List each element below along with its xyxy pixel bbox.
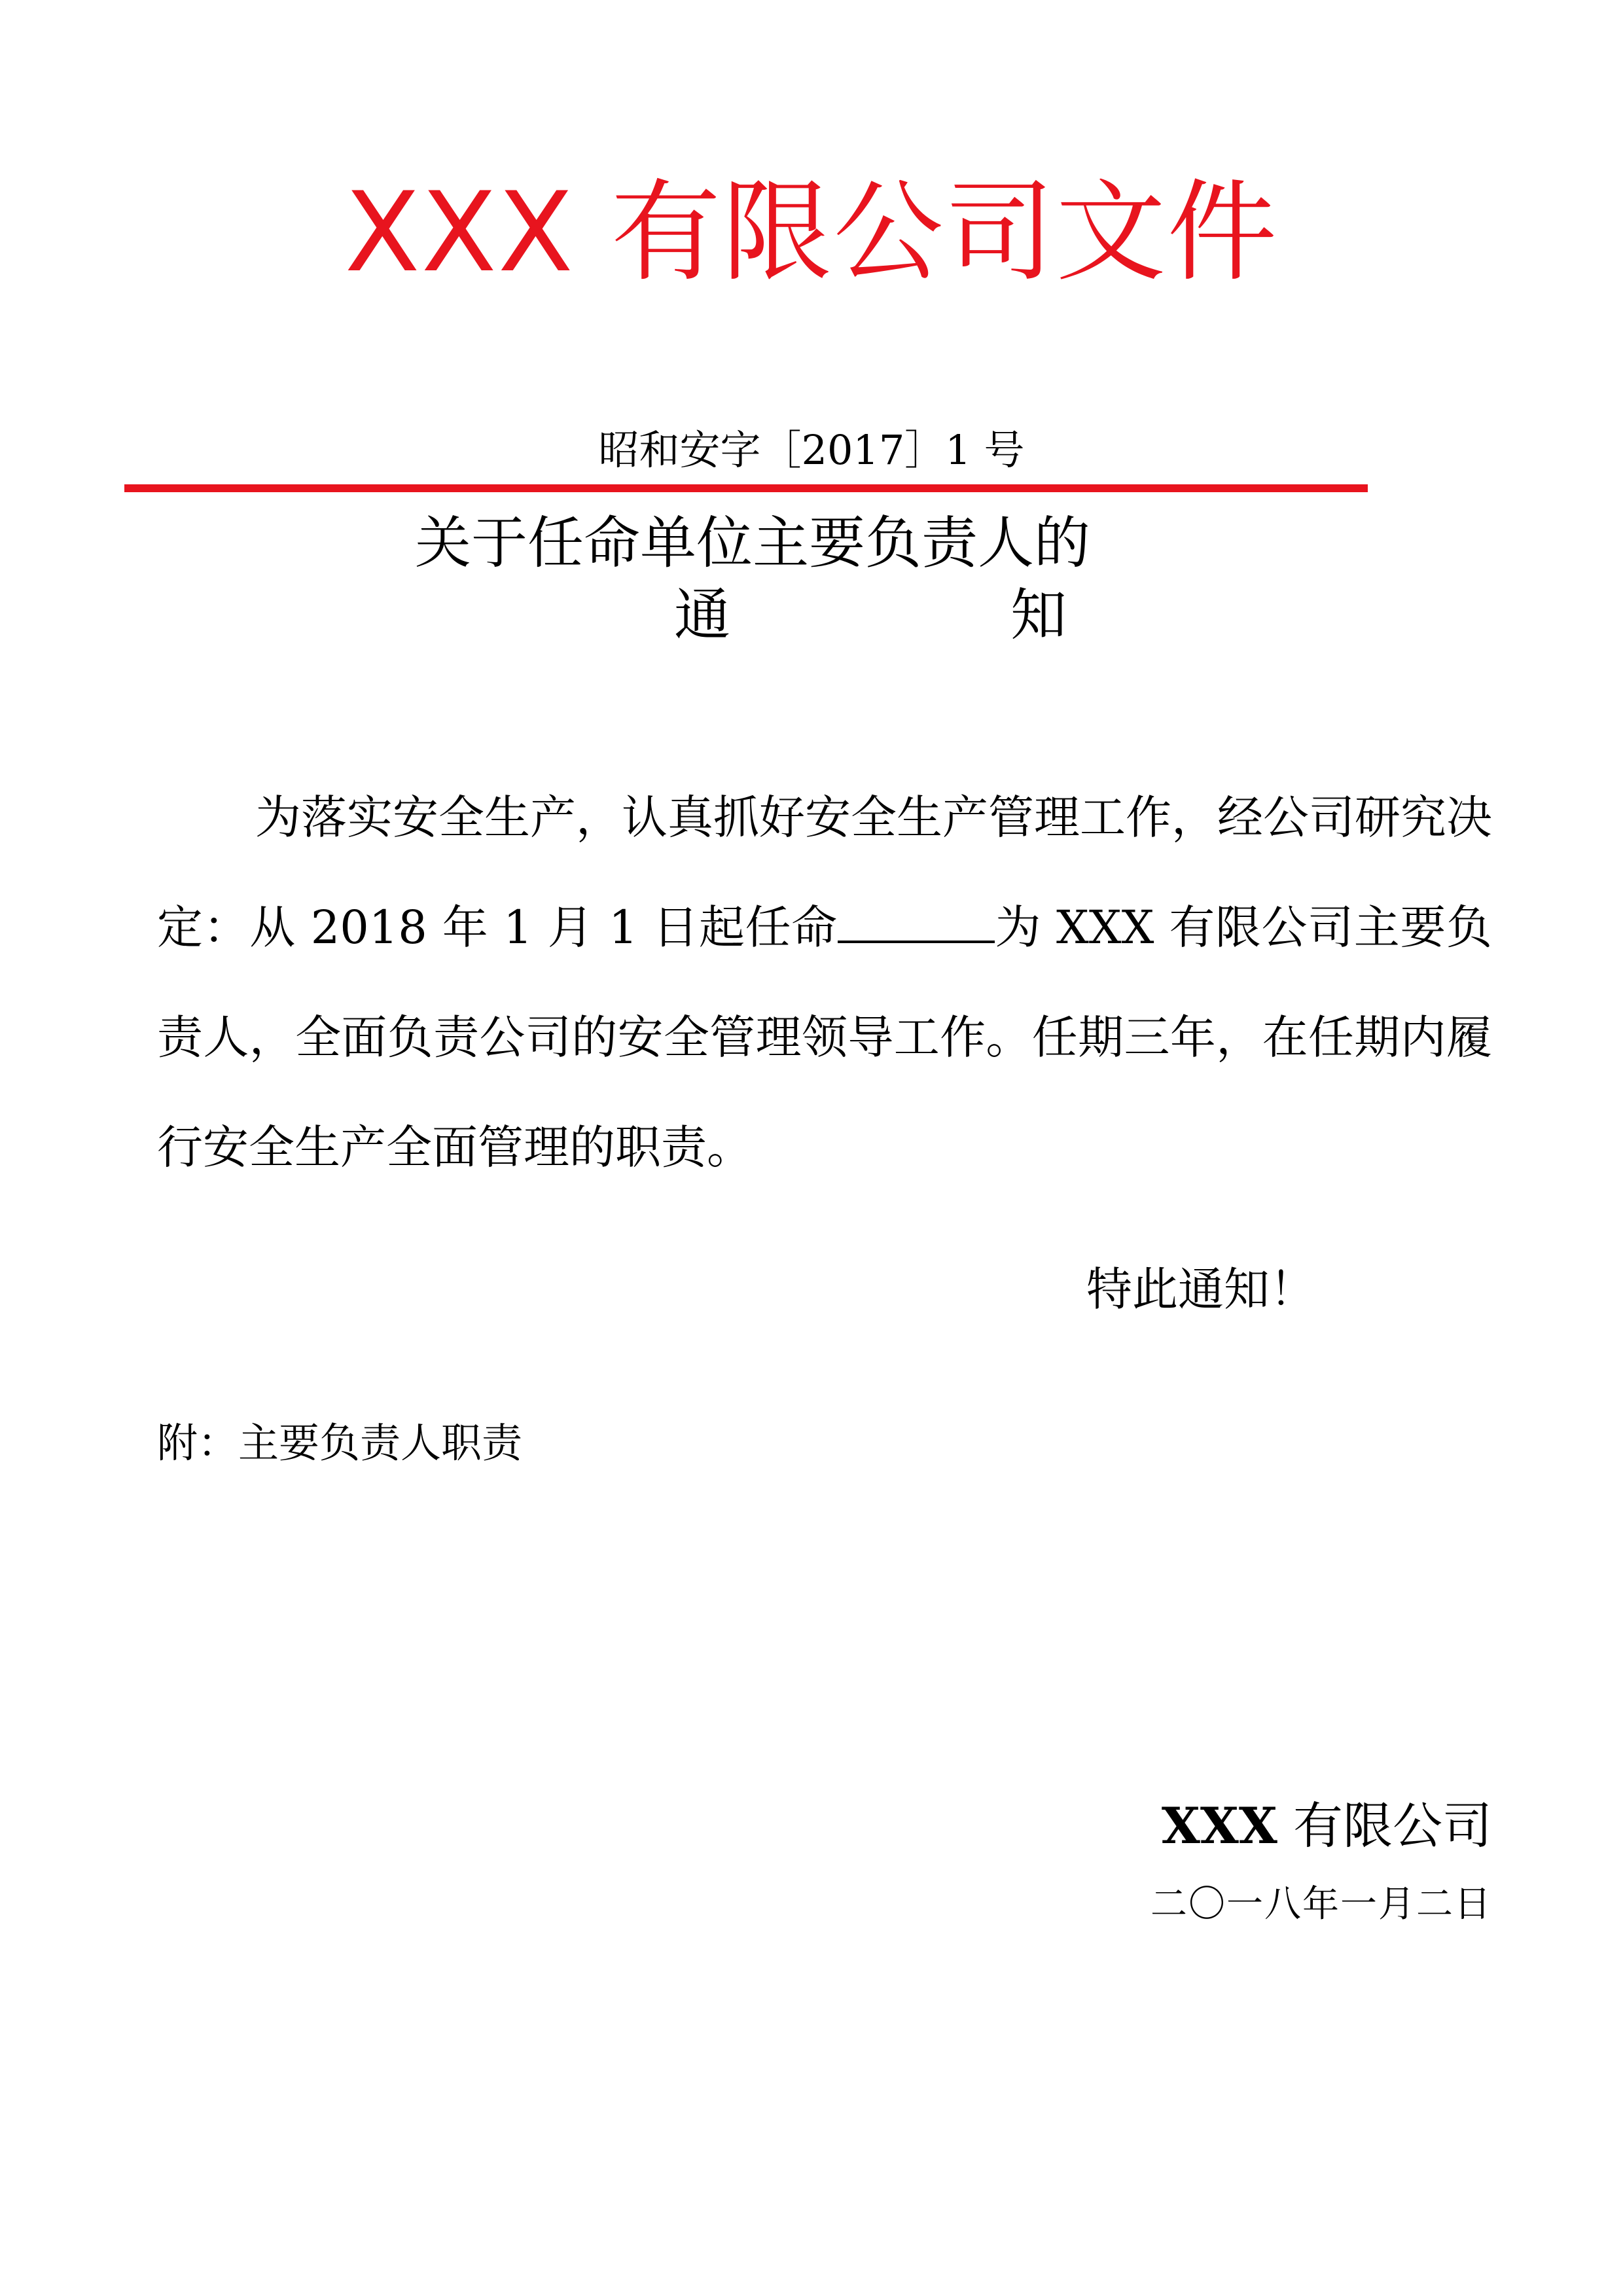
attachment-note: 附：主要负责人职责 xyxy=(157,1419,523,1467)
signature-date: 二〇一八年一月二日 xyxy=(1150,1883,1492,1926)
body-part-1: 为落实安全生产，认真抓好安全生产管理工作，经公司研究决定：从 2018 年 1 月 1 日起任命 xyxy=(157,791,1492,954)
notice-body xyxy=(157,762,1492,1202)
closing-remark: 特此通知！ xyxy=(1086,1263,1315,1316)
notice-title-line2 xyxy=(674,579,1067,651)
appointee-blank xyxy=(838,901,995,943)
red-separator-line xyxy=(124,484,1368,492)
masthead-title: XXX 有限公司文件 xyxy=(344,168,1279,296)
signature-company-suffix: 有限公司 xyxy=(1277,1797,1492,1855)
body-part-2: 为 XXX 有限公司主要负责人，全面负责公司的安全管理领导工作。任期三年，在任期内履行安全生产全面管理的职责。 xyxy=(157,901,1492,1174)
signature-company xyxy=(1162,1793,1492,1859)
signature-company-prefix: XXX xyxy=(1161,1797,1277,1855)
document-number: 昭和安字［2017］1 号 xyxy=(598,426,1025,474)
notice-title-char-1: 通 xyxy=(674,583,730,648)
notice-title-char-2: 知 xyxy=(1010,583,1067,648)
notice-title-line1: 关于任命单位主要负责人的 xyxy=(415,511,1090,576)
